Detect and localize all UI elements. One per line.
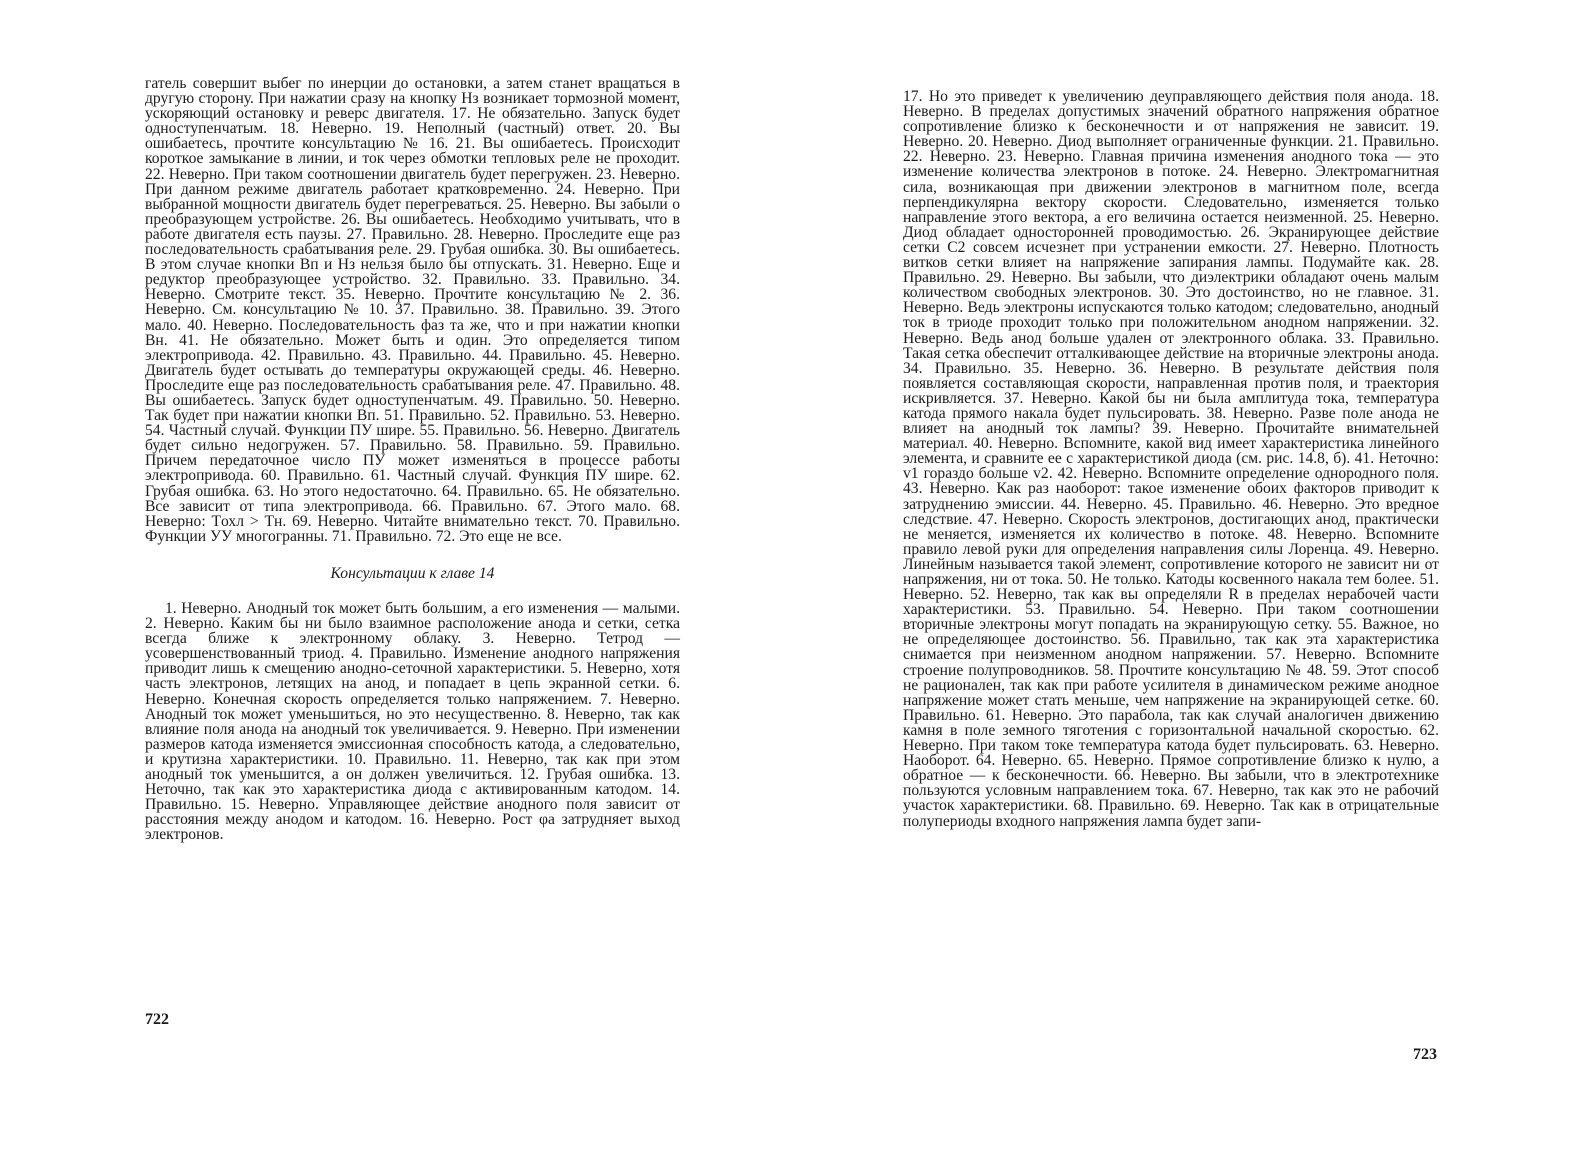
- left-page: [0, 0, 790, 1153]
- left-body-text-part2: 1. Неверно. Анодный ток может быть большим, а его изменения — малыми. 2. Неверно. Каким бы ни было взаимное расположение анода и сетки, сетка всегда ближе к электронному облаку. 3. Неверно. Тетрод — усовершенствованный триод. 4. Правильно. Изменение анодного напряжения приводит лишь к смещению анодно-сеточной характеристики. 5. Неверно, хотя часть электронов, летящих на анод, и попадает в цепь экранной сетки. 6. Неверно. Конечная скорость определяется только напряжением. 7. Неверно. Анодный ток может уменьшиться, но это несущественно. 8. Неверно, так как влияние поля анода на анодный ток увеличивается. 9. Неверно. При изменении размеров катода изменяется эмиссионная способность катода, а следовательно, и крутизна характеристики. 10. Правильно. 11. Неверно, так как при этом анодный ток уменьшится, а он должен увеличиться. 12. Грубая ошибка. 13. Неточно, так как это характеристика диода с активированным катодом. 14. Правильно. 15. Неверно. Управляющее действие анодного поля зависит от расстояния между анодом и катодом. 16. Неверно. Рост φа затрудняет выход электронов.: [145, 600, 680, 844]
- right-page: [790, 0, 1581, 1153]
- section-heading: Консультации к главе 14: [330, 564, 495, 582]
- left-body-text-part1: гатель совершит выбег по инерции до остановки, а затем станет вращаться в другую сторону. При нажатии сразу на кнопку Нз возникает тормозной момент, ускоряющий остановку и реверс двигателя. 17. Не обязательно. Запуск будет одноступенчатым. 18. Неверно. 19. Неполный (частный) ответ. 20. Вы ошибаетесь, прочтите консультацию № 16. 21. Вы ошибаетесь. Происходит короткое замыкание в линии, и ток через обмотки тепловых реле не проходит. 22. Неверно. При таком соотношении двигатель будет перегружен. 23. Неверно. При данном режиме двигатель работает кратковременно. 24. Неверно. При выбранной мощности двигатель будет перегреваться. 25. Неверно. Вы забыли о преобразующем устройстве. 26. Вы ошибаетесь. Необходимо учитывать, что в работе двигателя есть паузы. 27. Правильно. 28. Неверно. Проследите еще раз последовательность срабатывания реле. 29. Грубая ошибка. 30. Вы ошибаетесь. В этом случае кнопки Вп и Нз нельзя было бы отпускать. 31. Неверно. Еще и редуктор преобразующее устройство. 32. Правильно. 33. Правильно. 34. Неверно. Смотрите текст. 35. Неверно. Прочтите консультацию № 2. 36. Неверно. См. консультацию № 10. 37. Правильно. 38. Правильно. 39. Этого мало. 40. Неверно. Последовательность фаз та же, что и при нажатии кнопки Вн. 41. Не обязательно. Может быть и один. Это определяется типом электропривода. 42. Правильно. 43. Правильно. 44. Правильно. 45. Неверно. Двигатель будет остывать до температуры окружающей среды. 46. Неверно. Проследите еще раз последовательность срабатывания реле. 47. Правильно. 48. Вы ошибаетесь. Запуск будет одноступенчатым. 49. Правильно. 50. Неверно. Так будет при нажатии кнопки Вп. 51. Правильно. 52. Правильно. 53. Неверно. 54. Частный случай. Функции ПУ шире. 55. Правильно. 56. Неверно. Двигатель будет сильно недогружен. 57. Правильно. 58. Правильно. 59. Правильно. Причем передаточное число ПУ может изменяться в процессе работы электропривода. 60. Правильно. 61. Частный случай. Функция ПУ шире. 62. Грубая ошибка. 63. Но этого недостаточно. 64. Правильно. 65. Не обязательно. Все зависит от типа электропривода. 66. Правильно. 67. Этого мало. 68. Неверно: Tохл > Tн. 69. Неверно. Читайте внимательно текст. 70. Правильно. Функции УУ многогранны. 71. Правильно. 72. Это еще не все.: [145, 75, 680, 545]
- right-text-column: [903, 89, 1439, 829]
- page-number-right: 723: [1413, 1046, 1437, 1063]
- left-text-column: [145, 76, 680, 843]
- page-number-left: 722: [145, 1011, 169, 1028]
- right-body-text: 17. Но это приведет к увеличению деуправляющего действия поля анода. 18. Неверно. В пределах допустимых значений обратного напряжения обратное сопротивление близко к бесконечности и от напряжения не зависит. 19. Неверно. 20. Неверно. Диод выполняет ограниченные функции. 21. Правильно. 22. Неверно. 23. Неверно. Главная причина изменения анодного тока — это изменение количества электронов в потоке. 24. Неверно. Электромагнитная сила, возникающая при движении электронов в магнитном поле, всегда перпендикулярна вектору скорости. Следовательно, изменяется только направление этого вектора, а его величина остается неизменной. 25. Неверно. Диод обладает односторонней проводимостью. 26. Экранирующее действие сетки C2 совсем исчезнет при устранении емкости. 27. Неверно. Плотность витков сетки влияет на напряжение запирания лампы. Подумайте как. 28. Правильно. 29. Неверно. Вы забыли, что диэлектрики обладают очень малым количеством свободных электронов. 30. Это достоинство, но не главное. 31. Неверно. Ведь электроны испускаются только катодом; следовательно, анодный ток в триоде проходит только при положительном анодном напряжении. 32. Неверно. Ведь анод больше удален от электронного облака. 33. Правильно. Такая сетка обеспечит отталкивающее действие на вторичные электроны анода. 34. Правильно. 35. Неверно. 36. Неверно. В результате действия поля появляется составляющая скорости, направленная против поля, и траектория искривляется. 37. Неверно. Какой бы ни была амплитуда тока, температура катода прямого накала будет пульсировать. 38. Неверно. Разве поле анода не влияет на анодный ток лампы? 39. Неверно. Прочитайте внимательней материал. 40. Неверно. Вспомните, какой вид имеет характеристика линейного элемента, и сравните ее с характеристикой диода (см. рис. 14.8, б). 41. Неточно: v1 гораздо больше v2. 42. Неверно. Вспомните определение однородного поля. 43. Неверно. Как раз наоборот: такое изменение обоих факторов приводит к затруднению эмиссии. 44. Неверно. 45. Правильно. 46. Неверно. Это вредное следствие. 47. Неверно. Скорость электронов, достигающих анод, практически не меняется, изменяется их количество в потоке. 48. Неверно. Вспомните правило левой руки для определения направления силы Лоренца. 49. Неверно. Линейным называется такой элемент, сопротивление которого не зависит ни от напряжения, ни от тока. 50. Не только. Катоды косвенного накала тем более. 51. Неверно. 52. Неверно, так как вы определяли R в пределах нерабочей части характеристики. 53. Правильно. 54. Неверно. При таком соотношении вторичные электроны могут попадать на экранирующую сетку. 55. Важное, но не определяющее достоинство. 56. Правильно, так как эта характеристика снимается при неизменном анодном напряжении. 57. Неверно. Вспомните строение полупроводников. 58. Прочтите консультацию № 48. 59. Этот способ не рационален, так как при работе усилителя в динамическом режиме анодное напряжение может стать меньше, чем напряжение на экранирующей сетке. 60. Правильно. 61. Неверно. Это парабола, так как случай аналогичен движению камня в поле земного тяготения с горизонтальной начальной скоростью. 62. Неверно. При таком токе температура катода будет пульсировать. 63. Неверно. Наоборот. 64. Неверно. 65. Неверно. Прямое сопротивление близко к нулю, а обратное — к бесконечности. 66. Неверно. Вы забыли, что в электротехнике пользуются условным направлением тока. 67. Неверно, так как это не рабочий участок характеристики. 68. Правильно. 69. Неверно. Так как в отрицательные полупериоды входного напряжения лампа будет запи-: [903, 88, 1439, 830]
